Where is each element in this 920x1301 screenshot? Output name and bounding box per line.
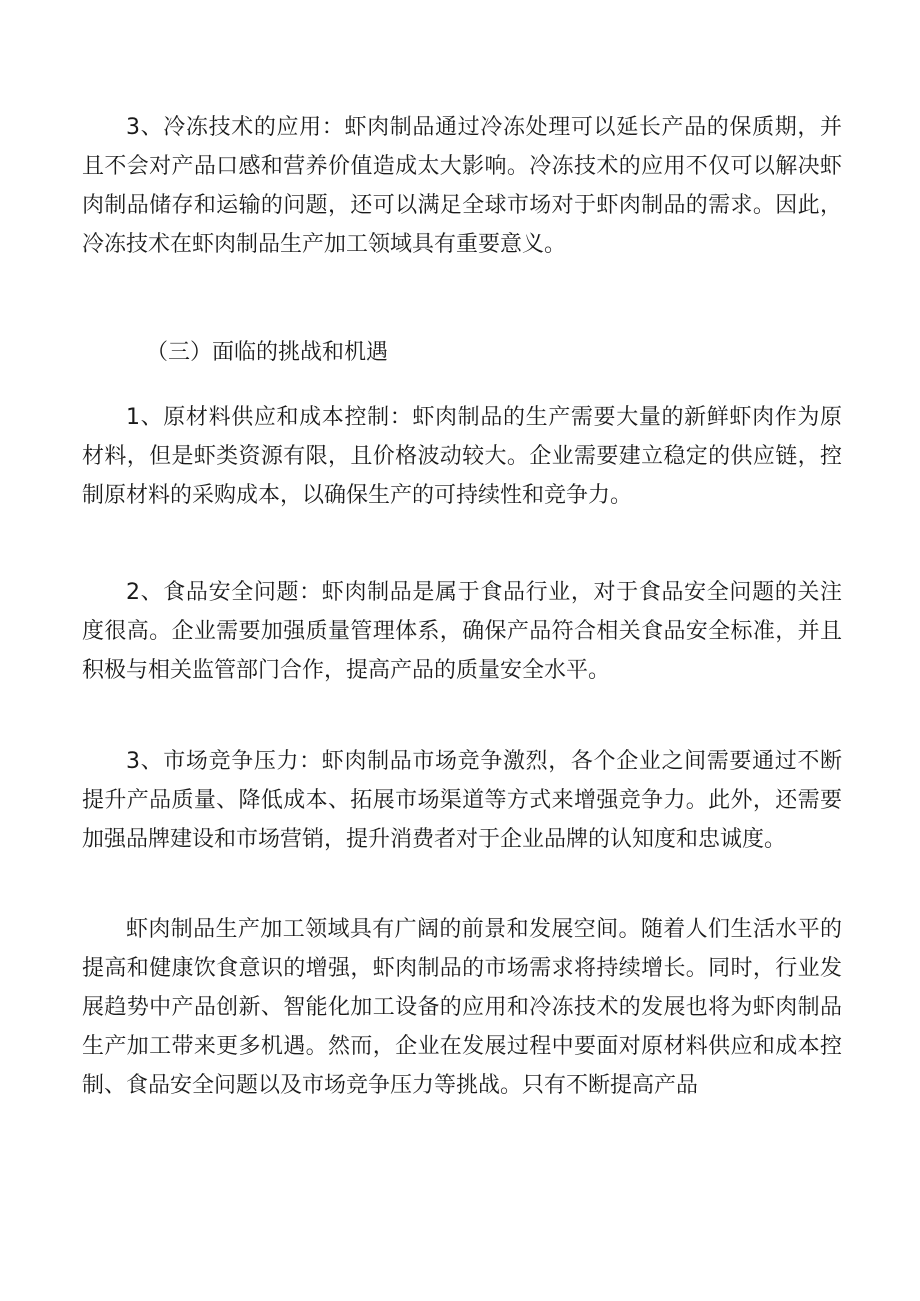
paragraph-food-safety: 2、食品安全问题：虾肉制品是属于食品行业，对于食品安全问题的关注度很高。企业需要加强质量管理体系，确保产品符合相关食品安全标准，并且积极与相关监管部门合作，提高产品的质量安全水平。 [82,580,842,683]
paragraph-outlook: 虾肉制品生产加工领域具有广阔的前景和发展空间。随着人们生活水平的提高和健康饮食意识的增强，虾肉制品的市场需求将持续增长。同时，行业发展趋势中产品创新、智能化加工设备的应用和冷冻技术的发展也将为虾肉制品生产加工带来更多机遇。然而，企业在发展过程中要面对原材料供应和成本控制、食品安全问题以及市场竞争压力等挑战。只有不断提高产品 [82,917,842,1098]
paragraph-raw-material-cost: 1、原材料供应和成本控制：虾肉制品的生产需要大量的新鲜虾肉作为原材料，但是虾类资源有限，且价格波动较大。企业需要建立稳定的供应链，控制原材料的采购成本，以确保生产的可持续性和竞争力。 [82,405,842,508]
paragraph-market-competition: 3、市场竞争压力：虾肉制品市场竞争激烈，各个企业之间需要通过不断提升产品质量、降低成本、拓展市场渠道等方式来增强竞争力。此外，还需要加强品牌建设和市场营销，提升消费者对于企业品牌的认知度和忠诚度。 [82,749,842,852]
section-heading-challenges-opportunities: （三）面临的挑战和机遇 [146,340,389,365]
paragraph-freezing-technology: 3、冷冻技术的应用：虾肉制品通过冷冻处理可以延长产品的保质期，并且不会对产品口感和营养价值造成太大影响。冷冻技术的应用不仅可以解决虾肉制品储存和运输的问题，还可以满足全球市场对于虾肉制品的需求。因此，冷冻技术在虾肉制品生产加工领域具有重要意义。 [82,115,842,257]
